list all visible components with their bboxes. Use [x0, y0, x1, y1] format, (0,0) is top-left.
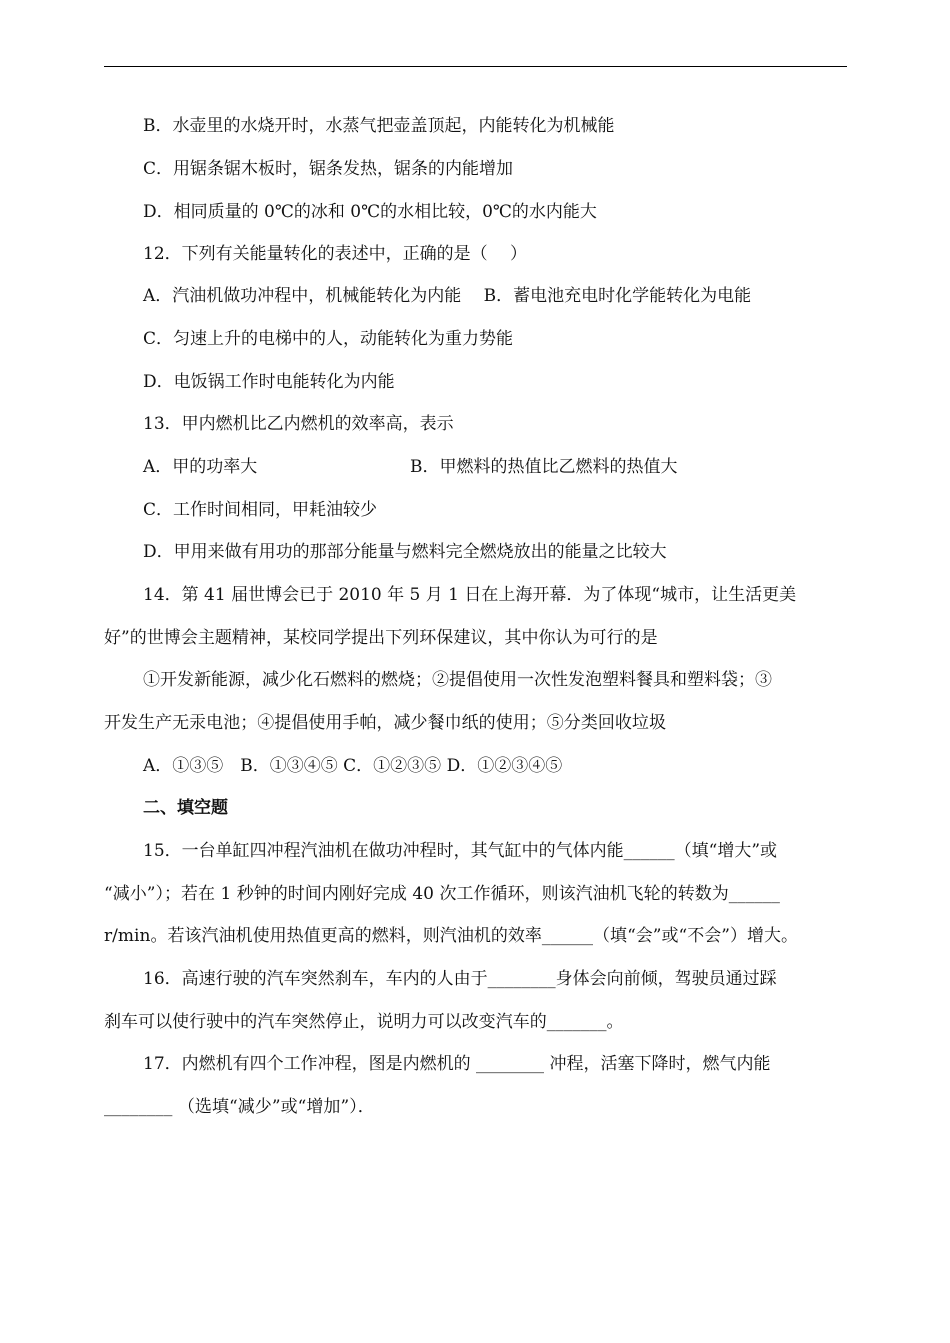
q13-option-d: D．甲用来做有用功的那部分能量与燃料完全燃烧放出的能量之比较大	[143, 542, 667, 562]
q11-option-b: B．水壶里的水烧开时，水蒸气把壶盖顶起，内能转化为机械能	[143, 116, 615, 136]
header-rule	[104, 66, 847, 67]
section-heading-fill-in: 二、填空题	[143, 798, 228, 818]
q14-list-line2: 开发生产无汞电池；④提倡使用手帕，减少餐巾纸的使用；⑤分类回收垃圾	[104, 713, 666, 733]
q16-line2: 刹车可以使行驶中的汽车突然停止，说明力可以改变汽车的_______。	[104, 1012, 624, 1032]
q13-option-a: A．甲的功率大	[143, 457, 258, 477]
q12-options-ab: A．汽油机做功冲程中，机械能转化为内能 B．蓄电池充电时化学能转化为电能	[143, 286, 752, 306]
q17-line1: 17．内燃机有四个工作冲程，图是内燃机的 ________ 冲程，活塞下降时，燃气内能	[143, 1054, 771, 1074]
q14-stem-line2: 好”的世博会主题精神，某校同学提出下列环保建议，其中你认为可行的是	[104, 628, 658, 648]
q15-line3: r/min。若该汽油机使用热值更高的燃料，则汽油机的效率______（填“会”或“不会”）增大。	[104, 926, 799, 946]
q12-stem: 12．下列有关能量转化的表述中，正确的是（ ）	[143, 244, 528, 264]
q11-option-c: C．用锯条锯木板时，锯条发热，锯条的内能增加	[143, 159, 514, 179]
q16-line1: 16．高速行驶的汽车突然刹车，车内的人由于________身体会向前倾，驾驶员通过踩	[143, 969, 777, 989]
q13-stem: 13．甲内燃机比乙内燃机的效率高，表示	[143, 414, 454, 434]
q12-option-c: C．匀速上升的电梯中的人，动能转化为重力势能	[143, 329, 514, 349]
q14-list-line1: ①开发新能源，减少化石燃料的燃烧；②提倡使用一次性发泡塑料餐具和塑料袋；③	[143, 670, 772, 690]
q17-line2: ________ （选填“减少”或“增加”）．	[104, 1097, 375, 1117]
q14-stem-line1: 14．第 41 届世博会已于 2010 年 5 月 1 日在上海开幕．为了体现“城市，让生活更美	[143, 585, 797, 605]
q14-options: A．①③⑤ B．①③④⑤ C．①②③⑤ D．①②③④⑤	[143, 756, 563, 776]
q12-option-d: D．电饭锅工作时电能转化为内能	[143, 372, 395, 392]
q15-line1: 15．一台单缸四冲程汽油机在做功冲程时，其气缸中的气体内能______（填“增大”或	[143, 841, 778, 861]
q15-line2: “减小”）；若在 1 秒钟的时间内刚好完成 40 次工作循环，则该汽油机飞轮的转数为______	[104, 884, 780, 904]
q13-option-c: C．工作时间相同，甲耗油较少	[143, 500, 378, 520]
q13-option-b: B．甲燃料的热值比乙燃料的热值大	[410, 457, 678, 477]
q11-option-d: D．相同质量的 0℃的冰和 0℃的水相比较，0℃的水内能大	[143, 202, 597, 222]
